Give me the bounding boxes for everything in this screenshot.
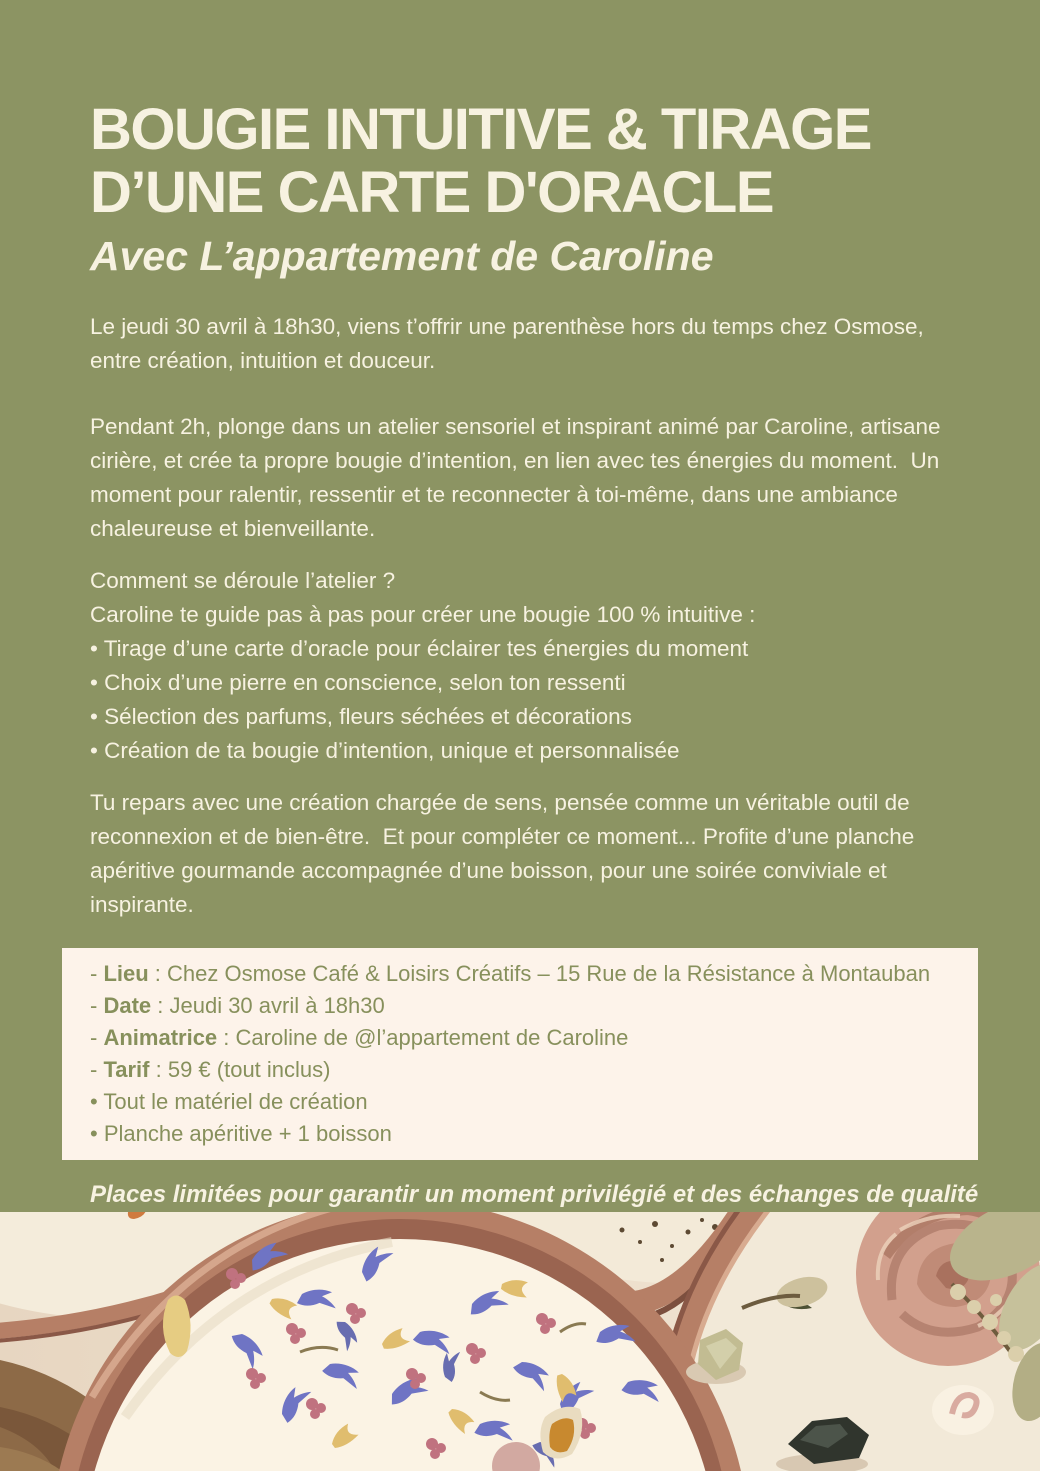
info-extra: • Tout le matériel de création bbox=[90, 1089, 368, 1114]
subtitle: Avec L’appartement de Caroline bbox=[90, 233, 714, 279]
flyer-content bbox=[90, 0, 978, 1210]
info-value: 59 € (tout inclus) bbox=[167, 1057, 331, 1082]
footer-note: Places limitées pour garantir un moment privilégié et des échanges de qualité bbox=[90, 1181, 979, 1208]
info-label: Animatrice bbox=[103, 1025, 218, 1050]
workshop-heading: Comment se déroule l’atelier ? bbox=[90, 568, 396, 593]
workshop-steps-list bbox=[90, 632, 978, 768]
info-value: Chez Osmose Café & Loisirs Créatifs – 15 Rue de la Résistance à Montauban bbox=[167, 961, 931, 986]
wick-pool bbox=[932, 1385, 994, 1435]
info-separator: : bbox=[217, 1025, 236, 1050]
info-row-tarif bbox=[90, 1054, 964, 1086]
workshop-section bbox=[90, 564, 978, 768]
info-value: Caroline de @l’appartement de Caroline bbox=[235, 1025, 629, 1050]
info-dash: - bbox=[90, 993, 104, 1018]
info-separator: : bbox=[149, 1057, 168, 1082]
page-title bbox=[90, 98, 978, 224]
title-line-2: D’UNE CARTE D'ORACLE bbox=[90, 160, 774, 225]
info-dash: - bbox=[90, 1057, 104, 1082]
info-dash: - bbox=[90, 961, 104, 986]
workshop-step: • Tirage d’une carte d’oracle pour éclairer tes énergies du moment bbox=[90, 636, 749, 661]
workshop-step: • Création de ta bougie d’intention, unique et personnalisée bbox=[90, 738, 680, 763]
photo-candles bbox=[0, 1212, 1040, 1471]
info-value: Jeudi 30 avril à 18h30 bbox=[169, 993, 385, 1018]
intro-paragraph: Le jeudi 30 avril à 18h30, viens t’offrir une parenthèse hors du temps chez Osmose, entre création, intuition et douceur. bbox=[90, 314, 931, 373]
info-separator: : bbox=[148, 961, 168, 986]
info-dash: - bbox=[90, 1025, 104, 1050]
info-separator: : bbox=[151, 993, 170, 1018]
info-row-animatrice bbox=[90, 1022, 964, 1054]
workshop-step: • Choix d’une pierre en conscience, selon ton ressenti bbox=[90, 670, 626, 695]
info-box bbox=[62, 948, 978, 1160]
workshop-intro: Caroline te guide pas à pas pour créer une bougie 100 % intuitive : bbox=[90, 602, 756, 627]
description-paragraph: Pendant 2h, plonge dans un atelier sensoriel et inspirant animé par Caroline, artisane cirière, et crée ta propre bougie d’intention, en lien avec tes énergies du moment. Un moment pour ralentir, ressentir et te reconnecter à toi-même, dans une ambiance chaleureuse et bienveillante. bbox=[90, 414, 947, 541]
info-row-date bbox=[90, 990, 964, 1022]
info-row-lieu bbox=[90, 958, 964, 990]
info-extra: • Planche apéritive + 1 boisson bbox=[90, 1121, 392, 1146]
info-label: Lieu bbox=[103, 961, 149, 986]
workshop-step: • Sélection des parfums, fleurs séchées et décorations bbox=[90, 704, 632, 729]
info-label: Tarif bbox=[103, 1057, 150, 1082]
info-label: Date bbox=[103, 993, 152, 1018]
closing-paragraph: Tu repars avec une création chargée de sens, pensée comme un véritable outil de reconnexion et de bien-être. Et pour compléter ce moment... Profite d’une planche apéritive gourmande accompagnée d’une boisson, pour une soirée conviviale et inspirante. bbox=[90, 790, 921, 917]
title-line-1: BOUGIE INTUITIVE & TIRAGE bbox=[90, 97, 871, 162]
